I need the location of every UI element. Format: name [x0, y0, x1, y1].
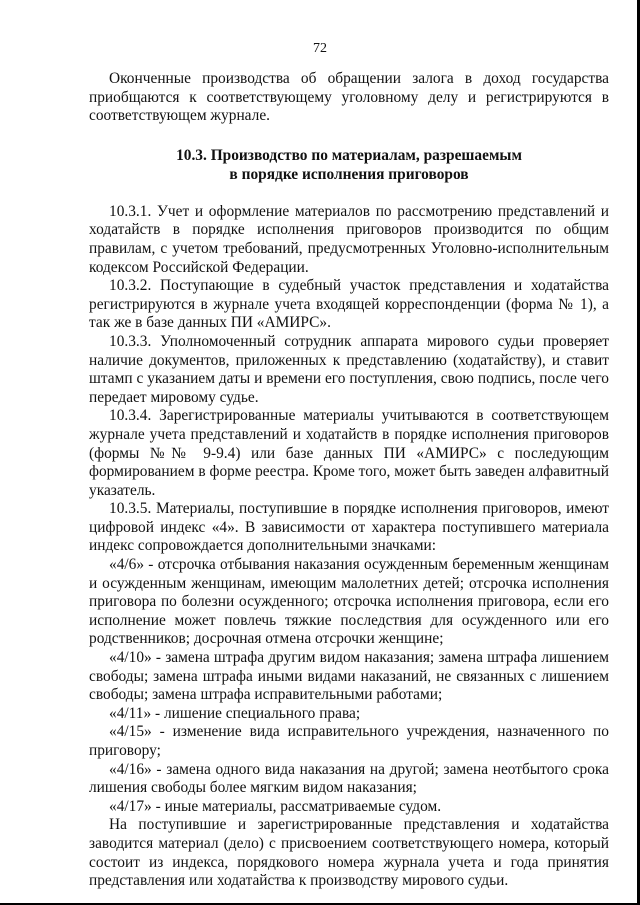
index-item-4-6: «4/6» - отсрочка отбывания наказания осужденным беременным женщинам и осужденным женщинам, имеющим малолетних детей; отсрочка исполнения приговора по болезни осужденного; отсрочка исполнения приговора, если его исполнение может повлечь тяжкие последствия для осужденного или его родственников; досрочная отмена отсрочки женщине;: [89, 556, 609, 648]
section-heading-line-2: в порядке исполнения приговоров: [229, 165, 469, 183]
intro-paragraph: Оконченные производства об обращении залога в доход государства приобщаются к соответствующему уголовному делу и регистрируются в соответствующем журнале.: [89, 70, 609, 125]
paragraph-10-3-5: 10.3.5. Материалы, поступившие в порядке исполнения приговоров, имеют цифровой индекс «4». В зависимости от характера поступившего материала индекс сопровождается дополнительными значками:: [89, 500, 609, 555]
index-item-4-10: «4/10» - замена штрафа другим видом наказания; замена штрафа лишением свободы; замена штрафа иными видами наказаний, не связанных с лишением свободы; замена штрафа исправительными работами;: [89, 649, 609, 704]
page-content: [89, 70, 609, 891]
index-item-4-16: «4/16» - замена одного вида наказания на другой; замена неотбытого срока лишения свободы более мягким видом наказания;: [89, 760, 609, 797]
section-heading-line-1: 10.3. Производство по материалам, разрешаемым: [176, 146, 522, 164]
section-heading: [89, 146, 609, 184]
index-item-4-17: «4/17» - иные материалы, рассматриваемые судом.: [109, 797, 442, 815]
paragraph-10-3-2: 10.3.2. Поступающие в судебный участок представления и ходатайства регистрируются в журнале учета входящей корреспонденции (форма № 1), а так же в базе данных ПИ «АМИРС».: [89, 277, 609, 332]
page-number: 72: [313, 41, 327, 56]
paragraph-10-3-4: 10.3.4. Зарегистрированные материалы учитываются в соответствующем журнале учета представлений и ходатайств в порядке исполнения приговоров (формы №№ 9-9.4) или базе данных ПИ «АМИРС» с последующим формированием в форме реестра. Кроме того, может быть заведен алфавитный указатель.: [89, 407, 609, 499]
closing-paragraph: На поступившие и зарегистрированные представления и ходатайства заводится материал (дело) с присвоением соответствующего номера, который состоит из индекса, порядкового номера журнала учета и года принятия представления или ходатайства к производству мирового судьи.: [89, 816, 609, 890]
index-item-4-11: «4/11» - лишение специального права;: [109, 704, 361, 722]
paragraph-10-3-1: 10.3.1. Учет и оформление материалов по рассмотрению представлений и ходатайств в порядке исполнения приговоров производится по общим правилам, с учетом требований, предусмотренных Уголовно-исполнительным кодексом Российской Федерации.: [89, 202, 609, 276]
paragraph-10-3-3: 10.3.3. Уполномоченный сотрудник аппарата мирового судьи проверяет наличие документов, приложенных к представлению (ходатайству), и ставит штамп с указанием даты и времени его поступления, свою подпись, после чего передает мировому судье.: [89, 332, 609, 406]
index-item-4-15: «4/15» - изменение вида исправительного учреждения, назначенного по приговору;: [89, 723, 609, 759]
